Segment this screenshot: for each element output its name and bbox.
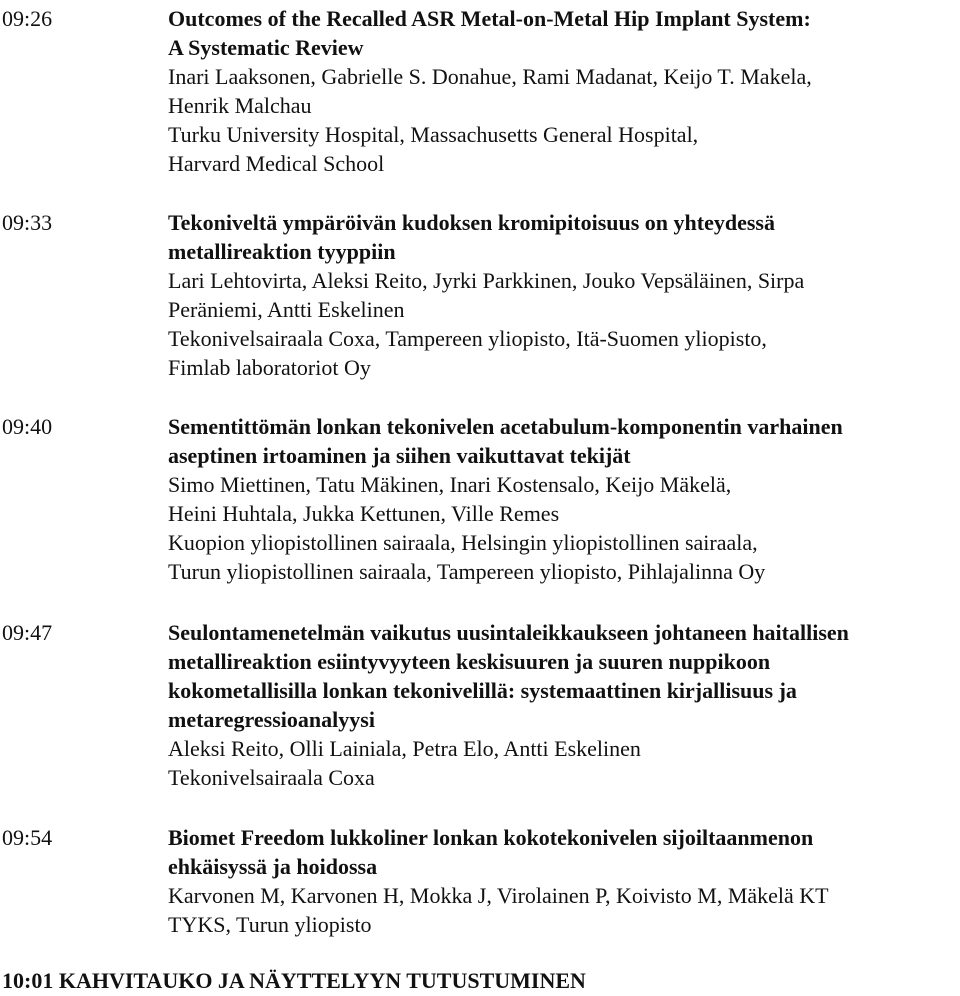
title-line: Tekoniveltä ympäröivän kudoksen kromipitoisuus on yhteydessä bbox=[168, 210, 775, 235]
entry-body bbox=[168, 412, 958, 586]
entry-authors bbox=[168, 62, 958, 120]
title-line: kokometallisilla lonkan tekonivelillä: systemaattinen kirjallisuus ja bbox=[168, 678, 797, 703]
title-line: Outcomes of the Recalled ASR Metal-on-Metal Hip Implant System: bbox=[168, 6, 811, 31]
coffee-break-heading: 10:01 KAHVITAUKO JA NÄYTTELYYN TUTUSTUMINEN bbox=[2, 968, 586, 993]
affiliations-line: Tekonivelsairaala Coxa bbox=[168, 765, 375, 790]
entry-title bbox=[168, 4, 958, 62]
entry-time: 09:54 bbox=[2, 825, 53, 850]
entry-body bbox=[168, 823, 958, 939]
entry-affiliations bbox=[168, 324, 958, 382]
entry-title bbox=[168, 412, 958, 470]
entry-affiliations bbox=[168, 763, 958, 792]
title-line: metallireaktion tyyppiin bbox=[168, 239, 396, 264]
entry-time: 09:47 bbox=[2, 620, 53, 645]
entry-body bbox=[168, 618, 958, 792]
authors-line: Karvonen M, Karvonen H, Mokka J, Virolainen P, Koivisto M, Mäkelä KT bbox=[168, 883, 829, 908]
authors-line: Heini Huhtala, Jukka Kettunen, Ville Remes bbox=[168, 501, 560, 526]
affiliations-line: Kuopion yliopistollinen sairaala, Helsingin yliopistollinen sairaala, bbox=[168, 530, 758, 555]
entry-body bbox=[168, 4, 958, 178]
affiliations-line: Turku University Hospital, Massachusetts General Hospital, bbox=[168, 122, 699, 147]
entry-authors bbox=[168, 266, 958, 324]
title-line: aseptinen irtoaminen ja siihen vaikuttavat tekijät bbox=[168, 443, 631, 468]
entry-title bbox=[168, 823, 958, 881]
authors-line: Peräniemi, Antti Eskelinen bbox=[168, 297, 405, 322]
entry-time: 09:40 bbox=[2, 414, 53, 439]
affiliations-line: TYKS, Turun yliopisto bbox=[168, 912, 372, 937]
affiliations-line: Turun yliopistollinen sairaala, Tampereen yliopisto, Pihlajalinna Oy bbox=[168, 559, 766, 584]
entry-affiliations bbox=[168, 910, 958, 939]
entry-title bbox=[168, 208, 958, 266]
title-line: Biomet Freedom lukkoliner lonkan kokotekonivelen sijoiltaanmenon bbox=[168, 825, 814, 850]
affiliations-line: Tekonivelsairaala Coxa, Tampereen yliopisto, Itä-Suomen yliopisto, bbox=[168, 326, 767, 351]
title-line: A Systematic Review bbox=[168, 35, 364, 60]
entry-authors bbox=[168, 881, 958, 910]
entry-body bbox=[168, 208, 958, 382]
title-line: Sementittömän lonkan tekonivelen acetabulum-komponentin varhainen bbox=[168, 414, 843, 439]
entry-title bbox=[168, 618, 958, 734]
entry-time: 09:26 bbox=[2, 6, 53, 31]
authors-line: Simo Miettinen, Tatu Mäkinen, Inari Kostensalo, Keijo Mäkelä, bbox=[168, 472, 732, 497]
title-line: Seulontamenetelmän vaikutus uusintaleikkaukseen johtaneen haitallisen bbox=[168, 620, 849, 645]
entry-authors bbox=[168, 734, 958, 763]
title-line: metallireaktion esiintyvyyteen keskisuuren ja suuren nuppikoon bbox=[168, 649, 771, 674]
affiliations-line: Harvard Medical School bbox=[168, 151, 385, 176]
authors-line: Henrik Malchau bbox=[168, 93, 312, 118]
entry-affiliations bbox=[168, 528, 958, 586]
affiliations-line: Fimlab laboratoriot Oy bbox=[168, 355, 371, 380]
authors-line: Aleksi Reito, Olli Lainiala, Petra Elo, Antti Eskelinen bbox=[168, 736, 641, 761]
entry-authors bbox=[168, 470, 958, 528]
entry-time: 09:33 bbox=[2, 210, 53, 235]
title-line: metaregressioanalyysi bbox=[168, 707, 375, 732]
title-line: ehkäisyssä ja hoidossa bbox=[168, 854, 378, 879]
entry-affiliations bbox=[168, 120, 958, 178]
authors-line: Inari Laaksonen, Gabrielle S. Donahue, Rami Madanat, Keijo T. Makela, bbox=[168, 64, 812, 89]
authors-line: Lari Lehtovirta, Aleksi Reito, Jyrki Parkkinen, Jouko Vepsäläinen, Sirpa bbox=[168, 268, 805, 293]
